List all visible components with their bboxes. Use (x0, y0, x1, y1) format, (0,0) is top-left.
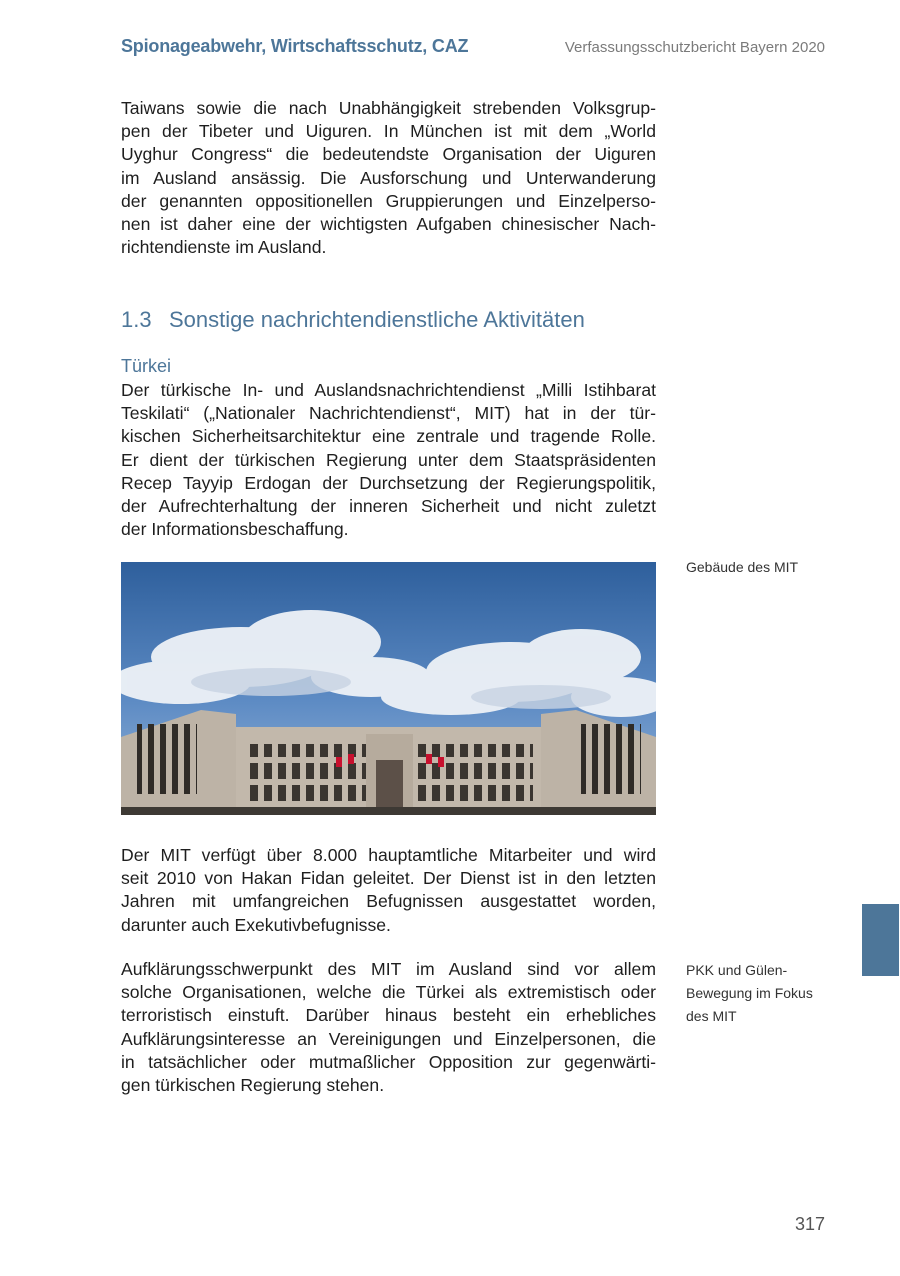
section-number: 1.3 (121, 307, 152, 332)
text-line: Er dient der türkischen Regierung unter dem Staatspräsidenten (121, 449, 656, 470)
text-line: Teskilati“ („Nationaler Nachrichtendienst“, MIT) hat in der tür- (121, 403, 656, 424)
text-line: der genannten oppositionellen Gruppierungen und Einzelperso- (121, 190, 656, 211)
mit-paragraph (121, 844, 656, 937)
text-line: richtendienste im Ausland. (121, 237, 327, 258)
text-line: der Informationsbeschaffung. (121, 519, 349, 540)
chapter-thumb-tab (862, 904, 899, 976)
text-line: Uyghur Congress“ die bedeutendste Organisation der Uiguren (121, 144, 656, 165)
turkey-paragraph (121, 379, 656, 541)
text-line: Der MIT verfügt über 8.000 hauptamtliche Mitarbeiter und wird (121, 845, 656, 865)
note-line: Bewegung im Fokus (686, 985, 813, 1001)
caption-line: Gebäude des MIT (686, 559, 799, 575)
text-line: in tatsächlicher oder mutmaßlicher Opposition zur gegenwärti- (121, 1051, 656, 1072)
margin-note-focus (686, 959, 836, 1028)
note-line: PKK und Gülen- (686, 962, 788, 978)
text-line: Aufklärungsschwerpunkt des MIT im Ausland sind vor allem (121, 959, 656, 979)
text-line: darunter auch Exekutivbefugnisse. (121, 914, 391, 935)
text-line: der Aufrechterhaltung der inneren Sicherheit und nicht zuletzt (121, 496, 656, 517)
text-line: Aufklärungsinteresse an Vereinigungen und Einzelpersonen, die (121, 1028, 656, 1049)
text-line: Der türkische In- und Auslandsnachrichtendienst „Milli Istihbarat (121, 380, 656, 400)
text-line: Jahren mit umfangreichen Befugnissen ausgestattet worden, (121, 891, 656, 912)
text-line: Recep Tayyip Erdogan der Durchsetzung der Regierungspolitik, (121, 472, 656, 493)
subsection-heading-tuerkei: Türkei (121, 356, 172, 376)
running-header-chapter: Spionageabwehr, Wirtschaftsschutz, CAZ (121, 36, 469, 56)
section-title-text: Sonstige nachrichtendienstliche Aktivitäten (169, 307, 585, 332)
text-line: solche Organisationen, welche die Türkei als extremistisch oder (121, 982, 656, 1003)
text-line: Taiwans sowie die nach Unabhängigkeit strebenden Volksgrup- (121, 98, 656, 118)
text-line: kischen Sicherheitsarchitektur eine zentrale und tragende Rolle. (121, 426, 656, 447)
running-header-publication: Verfassungsschutzbericht Bayern 2020 (564, 39, 825, 56)
section-heading (121, 307, 585, 333)
text-line: terroristisch einstuft. Darüber hinaus besteht ein erhebliches (121, 1005, 656, 1026)
intro-paragraph (121, 97, 656, 259)
focus-paragraph (121, 958, 656, 1097)
text-line: seit 2010 von Hakan Fidan geleitet. Der Dienst ist in den letzten (121, 868, 656, 889)
photo-caption (686, 556, 836, 579)
text-line: gen türkischen Regierung stehen. (121, 1075, 385, 1096)
text-line: nen ist daher eine der wichtigsten Aufgaben chinesischer Nach- (121, 214, 656, 235)
note-line: des MIT (686, 1008, 737, 1024)
mit-building-illustration (121, 562, 656, 815)
text-line: pen der Tibeter und Uiguren. In München ist mit dem „World (121, 121, 656, 142)
page-number: 317 (794, 1214, 825, 1234)
mit-building-photo (121, 562, 656, 815)
text-line: im Ausland ansässig. Die Ausforschung und Unterwanderung (121, 167, 656, 188)
